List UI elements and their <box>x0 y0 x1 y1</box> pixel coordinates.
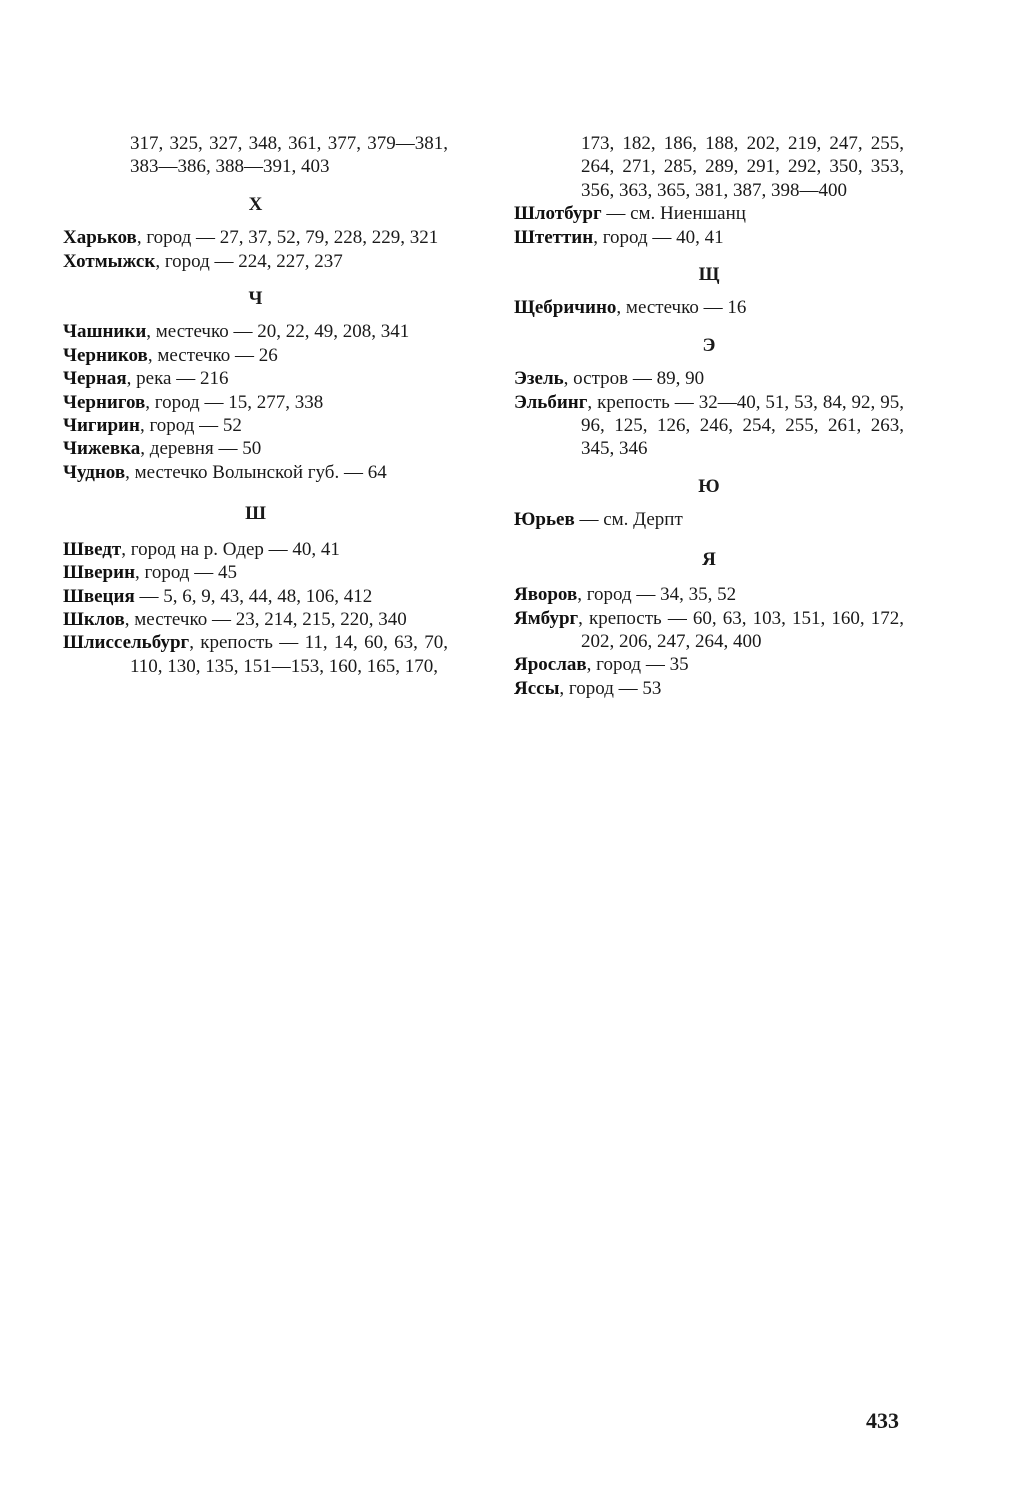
entry-headword: Чашники <box>63 321 147 343</box>
index-entry <box>514 296 904 319</box>
entry-text: , город — 53 <box>559 677 662 699</box>
section-letter-kha: Х <box>248 193 263 215</box>
index-entry <box>514 367 904 390</box>
index-entry <box>63 414 448 437</box>
index-entry <box>63 250 448 273</box>
entry-headword: Шлотбург <box>514 203 602 225</box>
index-entry <box>63 226 448 249</box>
entry-headword: Яссы <box>514 677 560 699</box>
entry-headword: Ярослав <box>514 654 587 676</box>
index-entry <box>514 583 904 606</box>
index-entry <box>514 202 904 225</box>
entry-text: , остров — 89, 90 <box>563 368 705 390</box>
index-entry <box>514 508 904 531</box>
entry-headword: Харьков <box>63 227 137 249</box>
index-entry <box>63 538 448 561</box>
left-column <box>63 0 448 678</box>
index-entry <box>63 608 448 631</box>
entry-text: , город — 45 <box>135 562 237 584</box>
section-letter-ya: Я <box>702 548 716 570</box>
index-entry <box>514 391 904 461</box>
index-entry <box>514 677 904 700</box>
entry-text: , местечко — 16 <box>616 297 747 319</box>
entry-text: , город — 27, 37, 52, 79, 228, 229, 321 <box>136 227 439 249</box>
index-entry <box>63 585 448 608</box>
entry-text: , река — 216 <box>126 368 229 390</box>
index-entry <box>514 226 904 249</box>
entry-headword: Черников <box>63 344 148 366</box>
entry-text: , местечко — 23, 214, 215, 220, 340 <box>124 608 407 630</box>
entry-text: , крепость — 11, 14, 60, 63, 70, 110, 130, 135, 151—153, 160, 165, 170, <box>130 632 448 677</box>
section-letter-sha: Ш <box>245 503 266 525</box>
index-entry <box>63 391 448 414</box>
entry-headword: Хотмыжск <box>63 250 156 272</box>
index-entry <box>63 631 448 678</box>
index-entry <box>63 561 448 584</box>
section-letter-shcha: Щ <box>698 264 720 286</box>
index-entry <box>63 344 448 367</box>
right-column <box>514 0 904 700</box>
entry-text: , город — 15, 277, 338 <box>145 391 324 413</box>
entry-headword: Юрьев <box>514 509 575 531</box>
entry-headword: Швеция <box>63 585 135 607</box>
entry-text: , город — 52 <box>139 415 242 437</box>
section-letter-yu: Ю <box>698 475 720 497</box>
entry-headword: Яворов <box>514 584 578 606</box>
entry-text: , местечко — 26 <box>147 344 278 366</box>
entry-headword: Чижевка <box>63 438 141 460</box>
entry-text: , местечко — 20, 22, 49, 208, 341 <box>146 321 410 343</box>
entry-headword: Ямбург <box>514 607 579 629</box>
index-entry <box>514 653 904 676</box>
entry-headword: Щебричино <box>514 297 617 319</box>
entry-text: — см. Дерпт <box>574 509 683 531</box>
page-number: 433 <box>866 1408 899 1433</box>
entry-headword: Шверин <box>63 562 136 584</box>
entry-text: — см. Ниеншанц <box>601 203 746 225</box>
entry-text: — 5, 6, 9, 43, 44, 48, 106, 412 <box>134 585 373 607</box>
entry-headword: Шведт <box>63 538 122 560</box>
entry-text: , местечко Волынской губ. — 64 <box>125 461 387 483</box>
entry-text: , город — 35 <box>586 654 689 676</box>
section-letter-e: Э <box>702 334 716 356</box>
entry-text: , крепость — 60, 63, 103, 151, 160, 172, 202, 206, 247, 264, 400 <box>578 607 904 652</box>
index-continuation: 317, 325, 327, 348, 361, 377, 379—381, 383—386, 388—391, 403 <box>130 133 448 178</box>
entry-headword: Эльбинг <box>514 391 588 413</box>
index-entry <box>63 320 448 343</box>
index-entry <box>514 607 904 654</box>
index-entry <box>63 437 448 460</box>
entry-text: , город — 40, 41 <box>593 226 724 248</box>
entry-headword: Штеттин <box>514 226 594 248</box>
index-continuation: 173, 182, 186, 188, 202, 219, 247, 255, 264, 271, 285, 289, 291, 292, 350, 353, 356, 363, 365, 381, 387, 398—400 <box>581 133 904 201</box>
entry-text: , город — 34, 35, 52 <box>577 584 737 606</box>
section-letter-che: Ч <box>248 288 263 310</box>
entry-headword: Чернигов <box>63 391 146 413</box>
entry-headword: Черная <box>63 368 127 390</box>
index-entry <box>63 367 448 390</box>
entry-headword: Шклов <box>63 608 125 630</box>
index-entry <box>63 461 448 484</box>
entry-headword: Шлиссельбург <box>63 632 190 654</box>
entry-text: , город — 224, 227, 237 <box>155 250 343 272</box>
entry-text: , деревня — 50 <box>140 438 262 460</box>
entry-text: , город на р. Одер — 40, 41 <box>121 538 340 560</box>
entry-headword: Чигирин <box>63 415 140 437</box>
entry-headword: Эзель <box>514 368 564 390</box>
entry-headword: Чуднов <box>63 461 126 483</box>
entry-text: , крепость — 32—40, 51, 53, 84, 92, 95, 96, 125, 126, 246, 254, 255, 261, 263, 345, 346 <box>581 391 904 460</box>
